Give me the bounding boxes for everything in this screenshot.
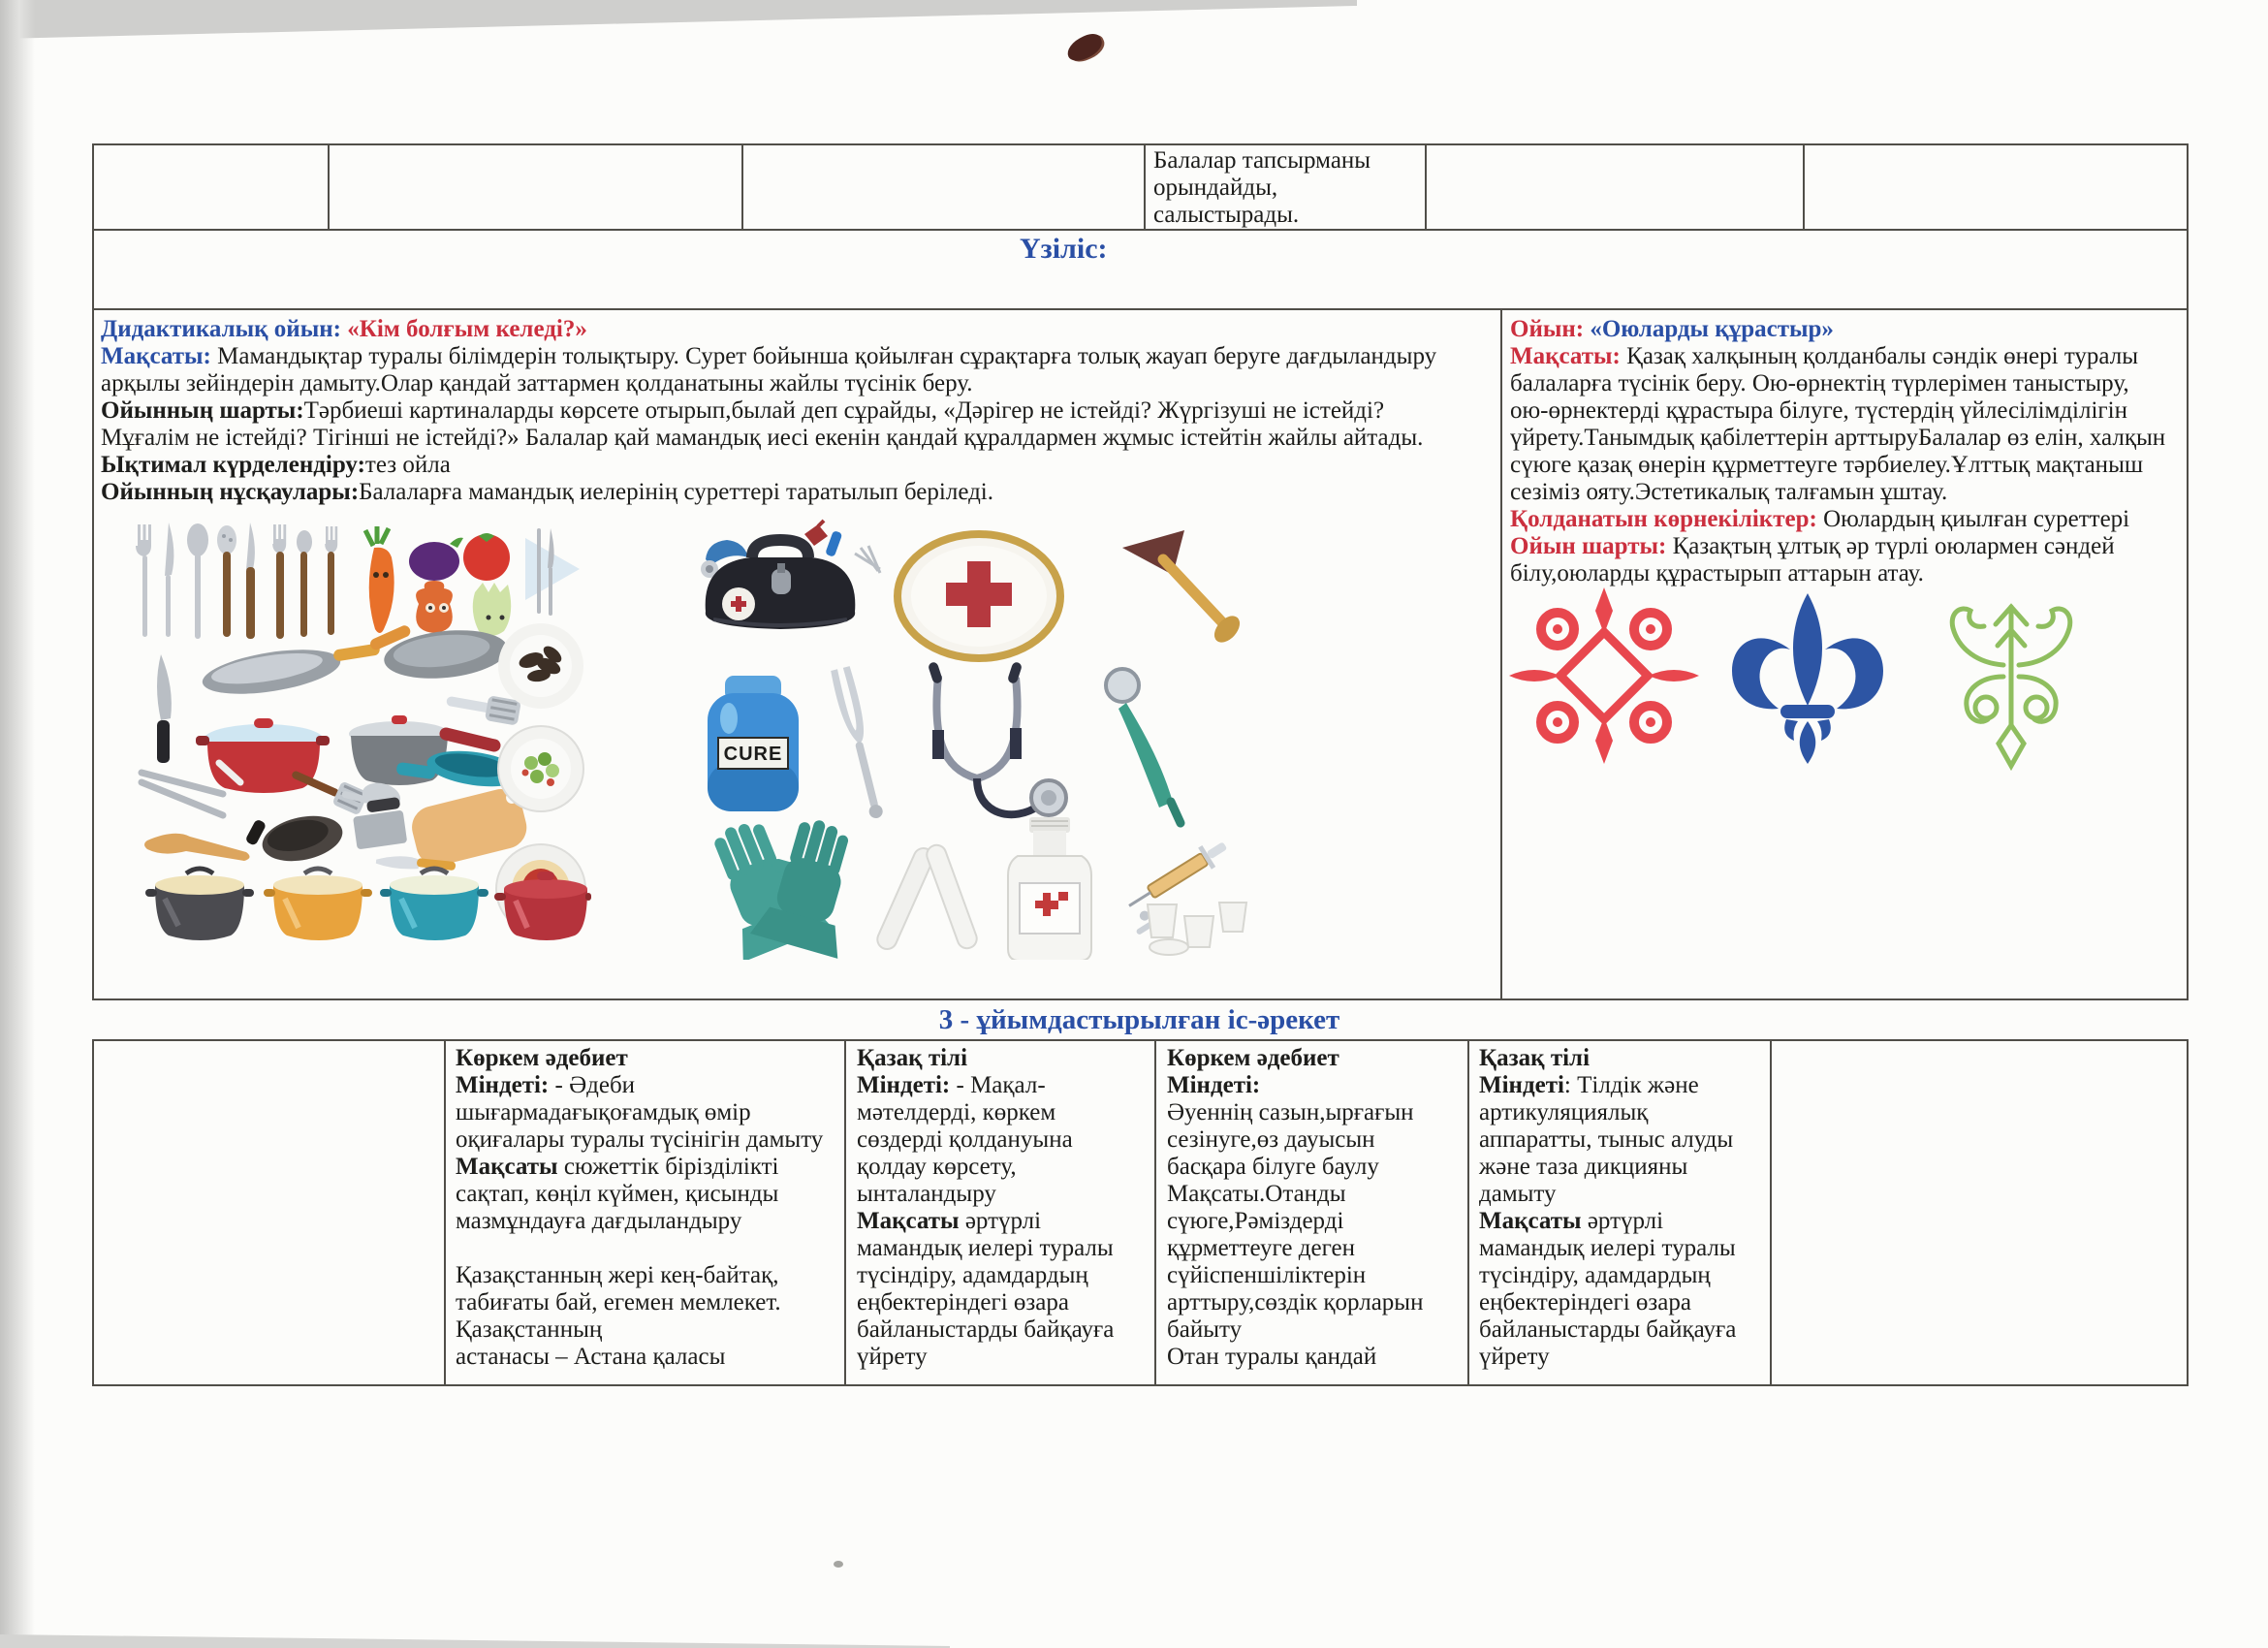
didactic-game-title: «Кім болғым келеді?» — [347, 316, 587, 342]
instructions-label: Ойынның нұсқаулары: — [101, 479, 360, 505]
ornament-condition-text: Қазақтың ұлтық әр түрлі оюлармен сәндей білу,оюларды құрастырып аттарын атау. — [1510, 533, 2115, 586]
floral-ornament-green-icon — [1952, 607, 2070, 766]
instructions-text: Балаларға мамандық иелерінің суреттері таратылып беріледі. — [359, 479, 993, 505]
scan-edge-left — [0, 0, 35, 1648]
scan-speck — [834, 1561, 843, 1568]
dental-mirror-icon — [1106, 669, 1181, 823]
ornaments-row — [1507, 582, 2113, 776]
didactic-game-block — [101, 316, 1462, 506]
ornament-game-label: Ойын: — [1510, 316, 1585, 342]
goal-text: Мамандықтар туралы білімдерін толықтыру. Сурет бойынша қойылған сұрақтарға толық жауап беруге дағдыландыру арқылы зейіндерін дамыту.Олар қандай заттармен қолданатыны жайлы түсінік беру. — [101, 343, 1437, 396]
scan-smudge-mark — [1063, 30, 1106, 65]
bottom-col-kazakh-language-2: Қазақ тілі Міндеті: Тілдік және артикуляциялық аппаратты, тыныс алуды және таза дикцияны дамыту Мақсаты әртүрлі мамандық иелері туралы түсіндіру, адамдардың еңбектеріндегі өзара байланыстарды байқауға үйрету — [1479, 1045, 1754, 1371]
section-3-header: 3 - ұйымдастырылған іс-әрекет — [938, 1004, 1340, 1035]
ornament-goal-text: Қазақ халқының қолданбалы сәндік өнері туралы балаларға түсінік беру. Ою-өрнектің түрлерімен таныстыру, ою-өрнектерді құрастыра білуге, түстердің үйлесілімділігін үйрету.Танымдық қабілеттерін арттыруБалалар өз елін, халқын сүюге қазақ өнерін құрметтеуге тәрбиелеу.Ұлттық мақтаныш сезіміз ояту.Эстетикалық талғамын ұштау. — [1510, 343, 2166, 505]
ornament-condition-label: Ойын шарты: — [1510, 533, 1667, 559]
medical-tools-collage — [688, 519, 1294, 960]
column-header: Қазақ тілі — [857, 1045, 968, 1071]
didactic-game-label: Дидактикалық ойын: — [101, 316, 341, 342]
complication-label: Ықтимал күрделендіру: — [101, 452, 365, 478]
stethoscope-icon — [928, 661, 1066, 815]
cutlery-set-icon — [136, 523, 337, 639]
ornament-game-title: «Оюларды құрастыр» — [1590, 316, 1834, 342]
medicine-bottle-icon — [1008, 817, 1091, 960]
top-row-text: Балалар тапсырманы орындайды, салыстырады. — [1153, 147, 1371, 228]
scan-edge-top — [0, 0, 1357, 41]
column-header: Қазақ тілі — [1479, 1045, 1591, 1071]
bottom-col-literature-2: Көркем әдебиет Міндеті: Әуеннің сазын,ырғағын сезінуге,өз дауысын басқара білуге баулу Мақсаты.Отанды сүюге,Рәміздерді құрметтеуге деген сүйіспеншіліктерін арттыру,сөздік қорларын байыту Отан туралы қандай — [1167, 1045, 1448, 1371]
complication-text: тез ойла — [364, 452, 451, 478]
napkin-and-cutlery-icon — [525, 528, 580, 616]
top-row-cell — [1153, 147, 1417, 229]
medical-gloves-icon — [695, 806, 873, 960]
paper-cups-icon — [1148, 903, 1246, 955]
red-cross-sign-icon — [898, 534, 1060, 658]
ornament-materials-label: Қолданатын көрнекіліктер: — [1510, 506, 1817, 532]
reflex-hammer-icon — [1122, 530, 1244, 648]
kitchen-utensils-collage — [126, 519, 591, 945]
ornament-materials-text: Оюлардың қиылған суреттері — [1816, 506, 2130, 532]
break-label: Үзіліс: — [1020, 233, 1108, 265]
cure-jar-icon — [708, 676, 799, 811]
bottom-col-kazakh-language-1: Қазақ тілі Міндеті: - Мақал-мәтелдерді, көркем сөздерді қолдануына қолдау көрсету, ынталандыру Мақсаты әртүрлі мамандық иелері туралы түсіндіру, адамдардың еңбектеріндегі өзара байланыстарды байқауға үйрету — [857, 1045, 1124, 1371]
column-header: Көркем әдебиет — [456, 1045, 628, 1071]
condition-label: Ойынның шарты: — [101, 397, 304, 424]
bandage-sticks-icon — [874, 842, 979, 952]
fleur-de-lis-blue-icon — [1732, 593, 1883, 764]
cooking-pots-icon — [196, 715, 525, 793]
ornament-goal-label: Мақсаты: — [1510, 343, 1621, 369]
goal-label: Мақсаты: — [101, 343, 211, 369]
condition-text: Тәрбиеші картиналарды көрсете отырып,былай деп сұрайды, «Дәрігер не істейді? Жүргізуші не істейді? Мұғалім не істейді? Тігінші не істейді?» Балалар қай мамандық иесі екенін қандай құралдармен жұмыс істейтін жайлы айтады. — [101, 397, 1424, 451]
column-header: Көркем әдебиет — [1167, 1045, 1339, 1071]
kazakh-ornament-red-icon — [1509, 587, 1699, 764]
doctor-bag-icon — [701, 521, 880, 629]
bottom-col-literature-1: Көркем әдебиет Міндеті: - Әдеби шығармадағықоғамдық өмір оқиғалары туралы түсінігін дамыту Мақсаты сюжеттік бірізділікті сақтап, көңіл күймен, қисынды мазмұндауға дағдыландыру Қазақстанның жері кең-байтақ, табиғаты бай, егемен мемлекет. Қазақстанның астанасы – Астана қаласы — [456, 1045, 824, 1370]
cartoon-vegetables-icon — [365, 526, 511, 636]
tuning-fork-icon — [830, 666, 888, 821]
ornament-game-block — [1510, 316, 2171, 587]
scan-edge-bottom — [0, 1607, 950, 1648]
cure-jar-label: CURE — [723, 744, 783, 765]
